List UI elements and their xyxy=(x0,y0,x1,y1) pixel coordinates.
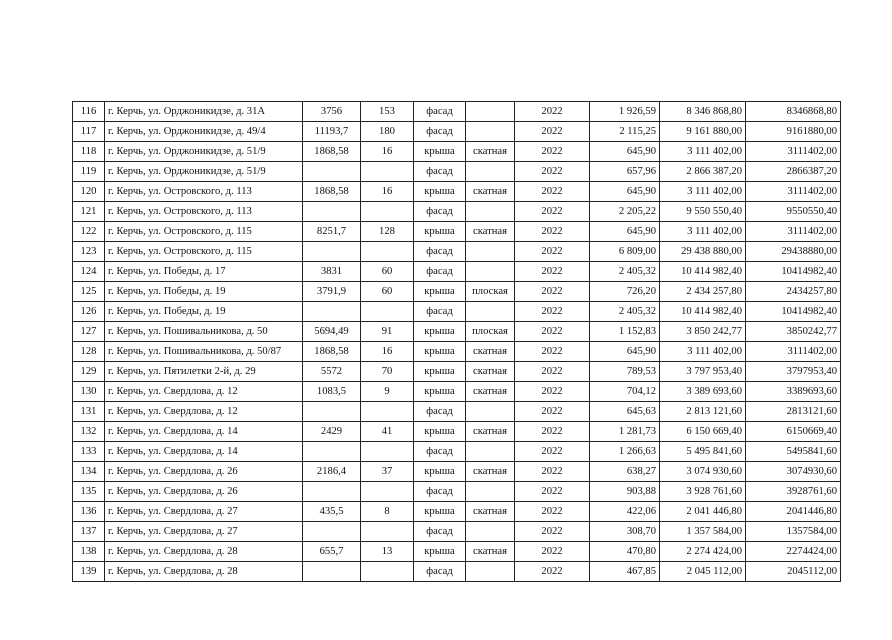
year-cell: 2022 xyxy=(515,342,590,362)
cost-cell: 9 550 550,40 xyxy=(660,202,746,222)
unit-cost-cell: 1 926,59 xyxy=(590,102,660,122)
count-cell: 16 xyxy=(361,342,414,362)
table-row xyxy=(73,222,841,242)
cost-cell: 10 414 982,40 xyxy=(660,262,746,282)
cost-cell: 9 161 880,00 xyxy=(660,122,746,142)
row-number: 136 xyxy=(73,502,105,522)
unit-cost-cell: 308,70 xyxy=(590,522,660,542)
cost-cell: 6 150 669,40 xyxy=(660,422,746,442)
cost-cell: 3 928 761,60 xyxy=(660,482,746,502)
total-cell: 10414982,40 xyxy=(746,262,841,282)
address-cell: г. Керчь, ул. Орджоникидзе, д. 51/9 xyxy=(105,162,303,182)
row-number: 133 xyxy=(73,442,105,462)
roof-type-cell xyxy=(466,262,515,282)
address-cell: г. Керчь, ул. Победы, д. 19 xyxy=(105,302,303,322)
area-cell: 3756 xyxy=(303,102,361,122)
work-type-cell: крыша xyxy=(414,142,466,162)
address-cell: г. Керчь, ул. Орджоникидзе, д. 31А xyxy=(105,102,303,122)
work-type-cell: крыша xyxy=(414,542,466,562)
address-cell: г. Керчь, ул. Свердлова, д. 12 xyxy=(105,382,303,402)
total-cell: 3850242,77 xyxy=(746,322,841,342)
total-cell: 29438880,00 xyxy=(746,242,841,262)
unit-cost-cell: 657,96 xyxy=(590,162,660,182)
total-cell: 8346868,80 xyxy=(746,102,841,122)
row-number: 139 xyxy=(73,562,105,582)
unit-cost-cell: 789,53 xyxy=(590,362,660,382)
unit-cost-cell: 645,90 xyxy=(590,182,660,202)
address-cell: г. Керчь, ул. Орджоникидзе, д. 51/9 xyxy=(105,142,303,162)
address-cell: г. Керчь, ул. Свердлова, д. 12 xyxy=(105,402,303,422)
area-cell xyxy=(303,522,361,542)
unit-cost-cell: 2 205,22 xyxy=(590,202,660,222)
unit-cost-cell: 645,90 xyxy=(590,222,660,242)
table-body xyxy=(73,102,841,582)
area-cell: 655,7 xyxy=(303,542,361,562)
year-cell: 2022 xyxy=(515,442,590,462)
total-cell: 3389693,60 xyxy=(746,382,841,402)
total-cell: 2045112,00 xyxy=(746,562,841,582)
total-cell: 2041446,80 xyxy=(746,502,841,522)
year-cell: 2022 xyxy=(515,422,590,442)
count-cell: 13 xyxy=(361,542,414,562)
work-type-cell: крыша xyxy=(414,422,466,442)
year-cell: 2022 xyxy=(515,362,590,382)
roof-type-cell xyxy=(466,302,515,322)
row-number: 116 xyxy=(73,102,105,122)
table-row xyxy=(73,122,841,142)
table-row xyxy=(73,562,841,582)
year-cell: 2022 xyxy=(515,222,590,242)
unit-cost-cell: 645,90 xyxy=(590,142,660,162)
unit-cost-cell: 470,80 xyxy=(590,542,660,562)
row-number: 122 xyxy=(73,222,105,242)
unit-cost-cell: 1 266,63 xyxy=(590,442,660,462)
table-row xyxy=(73,262,841,282)
cost-cell: 2 041 446,80 xyxy=(660,502,746,522)
count-cell: 16 xyxy=(361,182,414,202)
count-cell: 37 xyxy=(361,462,414,482)
row-number: 118 xyxy=(73,142,105,162)
table-row xyxy=(73,462,841,482)
area-cell xyxy=(303,402,361,422)
year-cell: 2022 xyxy=(515,262,590,282)
work-type-cell: крыша xyxy=(414,222,466,242)
area-cell: 11193,7 xyxy=(303,122,361,142)
roof-type-cell xyxy=(466,522,515,542)
row-number: 127 xyxy=(73,322,105,342)
table-row xyxy=(73,402,841,422)
year-cell: 2022 xyxy=(515,162,590,182)
cost-cell: 29 438 880,00 xyxy=(660,242,746,262)
roof-type-cell xyxy=(466,102,515,122)
year-cell: 2022 xyxy=(515,382,590,402)
cost-cell: 1 357 584,00 xyxy=(660,522,746,542)
roof-type-cell: скатная xyxy=(466,182,515,202)
cost-cell: 5 495 841,60 xyxy=(660,442,746,462)
work-type-cell: фасад xyxy=(414,262,466,282)
area-cell xyxy=(303,482,361,502)
work-type-cell: фасад xyxy=(414,102,466,122)
work-type-cell: крыша xyxy=(414,382,466,402)
cost-cell: 3 111 402,00 xyxy=(660,182,746,202)
roof-type-cell: скатная xyxy=(466,342,515,362)
roof-type-cell xyxy=(466,122,515,142)
area-cell xyxy=(303,442,361,462)
table-row xyxy=(73,282,841,302)
total-cell: 3111402,00 xyxy=(746,142,841,162)
cost-cell: 3 074 930,60 xyxy=(660,462,746,482)
work-type-cell: крыша xyxy=(414,282,466,302)
work-type-cell: крыша xyxy=(414,502,466,522)
year-cell: 2022 xyxy=(515,322,590,342)
area-cell: 1868,58 xyxy=(303,342,361,362)
year-cell: 2022 xyxy=(515,482,590,502)
unit-cost-cell: 2 405,32 xyxy=(590,262,660,282)
work-type-cell: фасад xyxy=(414,162,466,182)
unit-cost-cell: 704,12 xyxy=(590,382,660,402)
count-cell xyxy=(361,522,414,542)
unit-cost-cell: 2 405,32 xyxy=(590,302,660,322)
cost-cell: 3 111 402,00 xyxy=(660,342,746,362)
year-cell: 2022 xyxy=(515,202,590,222)
year-cell: 2022 xyxy=(515,502,590,522)
row-number: 137 xyxy=(73,522,105,542)
unit-cost-cell: 726,20 xyxy=(590,282,660,302)
cost-cell: 3 850 242,77 xyxy=(660,322,746,342)
work-type-cell: фасад xyxy=(414,442,466,462)
count-cell: 16 xyxy=(361,142,414,162)
row-number: 138 xyxy=(73,542,105,562)
area-cell: 3831 xyxy=(303,262,361,282)
year-cell: 2022 xyxy=(515,142,590,162)
count-cell: 8 xyxy=(361,502,414,522)
year-cell: 2022 xyxy=(515,122,590,142)
table-row xyxy=(73,382,841,402)
area-cell xyxy=(303,562,361,582)
unit-cost-cell: 2 115,25 xyxy=(590,122,660,142)
table-row xyxy=(73,442,841,462)
roof-type-cell: скатная xyxy=(466,382,515,402)
roof-type-cell xyxy=(466,442,515,462)
cost-cell: 2 866 387,20 xyxy=(660,162,746,182)
table-row xyxy=(73,102,841,122)
area-cell: 1868,58 xyxy=(303,142,361,162)
unit-cost-cell: 422,06 xyxy=(590,502,660,522)
total-cell: 10414982,40 xyxy=(746,302,841,322)
repair-works-table xyxy=(72,101,841,582)
area-cell: 435,5 xyxy=(303,502,361,522)
work-type-cell: крыша xyxy=(414,362,466,382)
work-type-cell: фасад xyxy=(414,202,466,222)
area-cell xyxy=(303,302,361,322)
total-cell: 3111402,00 xyxy=(746,182,841,202)
unit-cost-cell: 1 281,73 xyxy=(590,422,660,442)
count-cell: 60 xyxy=(361,282,414,302)
total-cell: 2274424,00 xyxy=(746,542,841,562)
area-cell: 2186,4 xyxy=(303,462,361,482)
area-cell: 2429 xyxy=(303,422,361,442)
work-type-cell: крыша xyxy=(414,182,466,202)
cost-cell: 3 111 402,00 xyxy=(660,222,746,242)
address-cell: г. Керчь, ул. Свердлова, д. 27 xyxy=(105,522,303,542)
count-cell xyxy=(361,242,414,262)
unit-cost-cell: 467,85 xyxy=(590,562,660,582)
total-cell: 6150669,40 xyxy=(746,422,841,442)
row-number: 126 xyxy=(73,302,105,322)
year-cell: 2022 xyxy=(515,402,590,422)
table-row xyxy=(73,342,841,362)
roof-type-cell: скатная xyxy=(466,142,515,162)
total-cell: 2813121,60 xyxy=(746,402,841,422)
year-cell: 2022 xyxy=(515,462,590,482)
cost-cell: 10 414 982,40 xyxy=(660,302,746,322)
table-row xyxy=(73,482,841,502)
roof-type-cell: скатная xyxy=(466,222,515,242)
roof-type-cell: скатная xyxy=(466,362,515,382)
unit-cost-cell: 638,27 xyxy=(590,462,660,482)
count-cell: 70 xyxy=(361,362,414,382)
area-cell: 8251,7 xyxy=(303,222,361,242)
work-type-cell: фасад xyxy=(414,482,466,502)
table-row xyxy=(73,242,841,262)
table-row xyxy=(73,502,841,522)
address-cell: г. Керчь, ул. Островского, д. 113 xyxy=(105,202,303,222)
address-cell: г. Керчь, ул. Свердлова, д. 14 xyxy=(105,422,303,442)
table-row xyxy=(73,362,841,382)
unit-cost-cell: 1 152,83 xyxy=(590,322,660,342)
count-cell xyxy=(361,562,414,582)
roof-type-cell xyxy=(466,402,515,422)
total-cell: 2434257,80 xyxy=(746,282,841,302)
address-cell: г. Керчь, ул. Свердлова, д. 27 xyxy=(105,502,303,522)
address-cell: г. Керчь, ул. Победы, д. 17 xyxy=(105,262,303,282)
row-number: 120 xyxy=(73,182,105,202)
roof-type-cell: скатная xyxy=(466,502,515,522)
cost-cell: 2 045 112,00 xyxy=(660,562,746,582)
count-cell xyxy=(361,162,414,182)
work-type-cell: крыша xyxy=(414,322,466,342)
address-cell: г. Керчь, ул. Пятилетки 2-й, д. 29 xyxy=(105,362,303,382)
address-cell: г. Керчь, ул. Островского, д. 113 xyxy=(105,182,303,202)
work-type-cell: фасад xyxy=(414,562,466,582)
cost-cell: 3 797 953,40 xyxy=(660,362,746,382)
roof-type-cell: плоская xyxy=(466,282,515,302)
row-number: 129 xyxy=(73,362,105,382)
count-cell xyxy=(361,302,414,322)
year-cell: 2022 xyxy=(515,562,590,582)
address-cell: г. Керчь, ул. Островского, д. 115 xyxy=(105,242,303,262)
document-page xyxy=(72,101,841,582)
cost-cell: 8 346 868,80 xyxy=(660,102,746,122)
table-row xyxy=(73,142,841,162)
total-cell: 2866387,20 xyxy=(746,162,841,182)
row-number: 121 xyxy=(73,202,105,222)
total-cell: 3111402,00 xyxy=(746,342,841,362)
cost-cell: 3 389 693,60 xyxy=(660,382,746,402)
roof-type-cell: скатная xyxy=(466,462,515,482)
cost-cell: 2 813 121,60 xyxy=(660,402,746,422)
count-cell xyxy=(361,482,414,502)
cost-cell: 3 111 402,00 xyxy=(660,142,746,162)
row-number: 134 xyxy=(73,462,105,482)
year-cell: 2022 xyxy=(515,182,590,202)
table-row xyxy=(73,302,841,322)
table-row xyxy=(73,322,841,342)
area-cell: 1083,5 xyxy=(303,382,361,402)
row-number: 131 xyxy=(73,402,105,422)
table-row xyxy=(73,422,841,442)
total-cell: 9550550,40 xyxy=(746,202,841,222)
address-cell: г. Керчь, ул. Пошивальникова, д. 50/87 xyxy=(105,342,303,362)
total-cell: 3797953,40 xyxy=(746,362,841,382)
count-cell: 41 xyxy=(361,422,414,442)
count-cell xyxy=(361,202,414,222)
year-cell: 2022 xyxy=(515,282,590,302)
count-cell: 9 xyxy=(361,382,414,402)
roof-type-cell: скатная xyxy=(466,542,515,562)
area-cell: 1868,58 xyxy=(303,182,361,202)
unit-cost-cell: 645,63 xyxy=(590,402,660,422)
year-cell: 2022 xyxy=(515,302,590,322)
year-cell: 2022 xyxy=(515,522,590,542)
area-cell: 5694,49 xyxy=(303,322,361,342)
count-cell: 153 xyxy=(361,102,414,122)
year-cell: 2022 xyxy=(515,102,590,122)
cost-cell: 2 274 424,00 xyxy=(660,542,746,562)
roof-type-cell: плоская xyxy=(466,322,515,342)
table-row xyxy=(73,182,841,202)
work-type-cell: крыша xyxy=(414,342,466,362)
unit-cost-cell: 903,88 xyxy=(590,482,660,502)
area-cell xyxy=(303,162,361,182)
count-cell: 91 xyxy=(361,322,414,342)
roof-type-cell xyxy=(466,162,515,182)
total-cell: 5495841,60 xyxy=(746,442,841,462)
total-cell: 3928761,60 xyxy=(746,482,841,502)
address-cell: г. Керчь, ул. Свердлова, д. 28 xyxy=(105,542,303,562)
address-cell: г. Керчь, ул. Свердлова, д. 26 xyxy=(105,482,303,502)
work-type-cell: крыша xyxy=(414,462,466,482)
address-cell: г. Керчь, ул. Островского, д. 115 xyxy=(105,222,303,242)
work-type-cell: фасад xyxy=(414,402,466,422)
count-cell xyxy=(361,402,414,422)
table-row xyxy=(73,162,841,182)
row-number: 130 xyxy=(73,382,105,402)
row-number: 119 xyxy=(73,162,105,182)
area-cell xyxy=(303,202,361,222)
count-cell: 180 xyxy=(361,122,414,142)
work-type-cell: фасад xyxy=(414,522,466,542)
count-cell: 128 xyxy=(361,222,414,242)
roof-type-cell xyxy=(466,202,515,222)
area-cell: 5572 xyxy=(303,362,361,382)
count-cell: 60 xyxy=(361,262,414,282)
work-type-cell: фасад xyxy=(414,302,466,322)
total-cell: 1357584,00 xyxy=(746,522,841,542)
address-cell: г. Керчь, ул. Победы, д. 19 xyxy=(105,282,303,302)
row-number: 128 xyxy=(73,342,105,362)
address-cell: г. Керчь, ул. Свердлова, д. 28 xyxy=(105,562,303,582)
address-cell: г. Керчь, ул. Свердлова, д. 14 xyxy=(105,442,303,462)
address-cell: г. Керчь, ул. Свердлова, д. 26 xyxy=(105,462,303,482)
table-row xyxy=(73,202,841,222)
roof-type-cell xyxy=(466,482,515,502)
row-number: 123 xyxy=(73,242,105,262)
row-number: 132 xyxy=(73,422,105,442)
year-cell: 2022 xyxy=(515,242,590,262)
year-cell: 2022 xyxy=(515,542,590,562)
table-row xyxy=(73,542,841,562)
row-number: 135 xyxy=(73,482,105,502)
area-cell: 3791,9 xyxy=(303,282,361,302)
total-cell: 3074930,60 xyxy=(746,462,841,482)
table-row xyxy=(73,522,841,542)
work-type-cell: фасад xyxy=(414,242,466,262)
row-number: 124 xyxy=(73,262,105,282)
address-cell: г. Керчь, ул. Орджоникидзе, д. 49/4 xyxy=(105,122,303,142)
count-cell xyxy=(361,442,414,462)
roof-type-cell xyxy=(466,242,515,262)
row-number: 125 xyxy=(73,282,105,302)
roof-type-cell: скатная xyxy=(466,422,515,442)
address-cell: г. Керчь, ул. Пошивальникова, д. 50 xyxy=(105,322,303,342)
unit-cost-cell: 645,90 xyxy=(590,342,660,362)
roof-type-cell xyxy=(466,562,515,582)
cost-cell: 2 434 257,80 xyxy=(660,282,746,302)
total-cell: 3111402,00 xyxy=(746,222,841,242)
unit-cost-cell: 6 809,00 xyxy=(590,242,660,262)
area-cell xyxy=(303,242,361,262)
total-cell: 9161880,00 xyxy=(746,122,841,142)
work-type-cell: фасад xyxy=(414,122,466,142)
row-number: 117 xyxy=(73,122,105,142)
